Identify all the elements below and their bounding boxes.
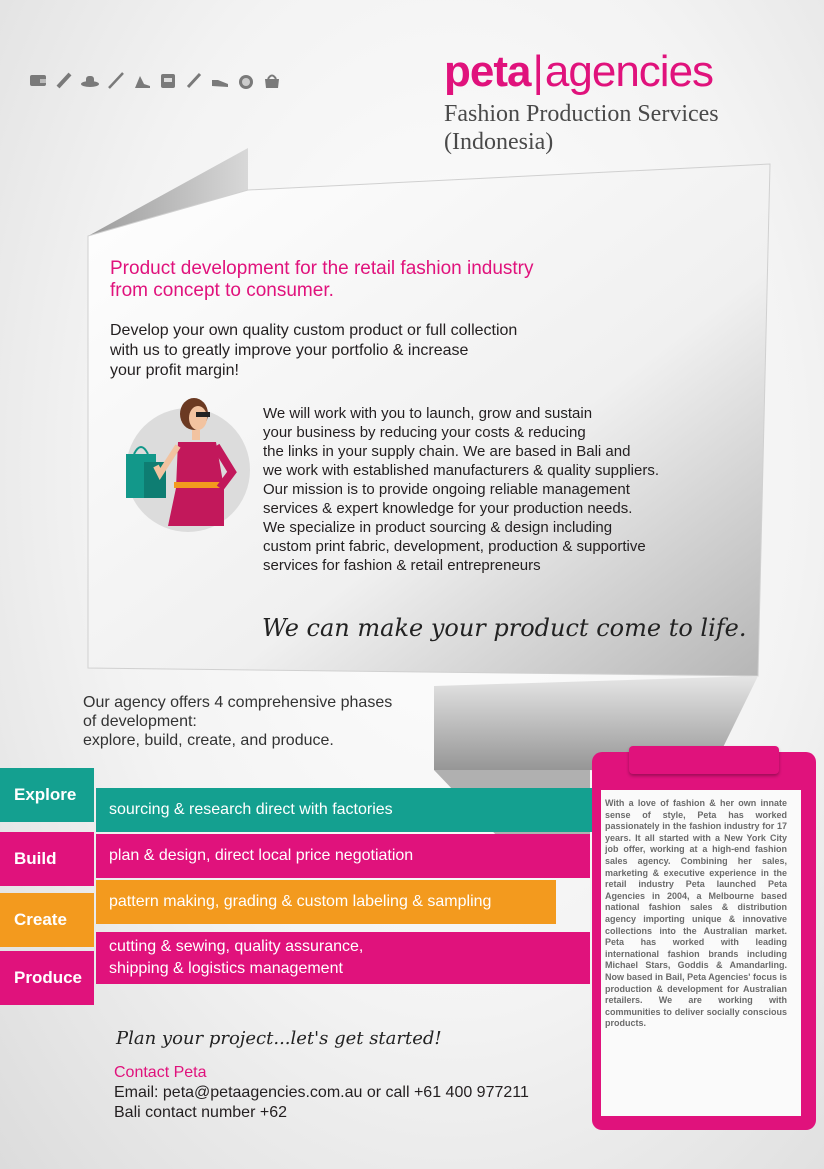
phases-intro-line-3: explore, build, create, and produce. [83, 732, 334, 749]
phase-band-produce [96, 932, 590, 984]
phase-desc: sourcing & research direct with factories [109, 801, 393, 818]
shoe-icon [210, 70, 230, 90]
phase-desc: plan & design, direct local price negotiation [109, 847, 414, 864]
headline [110, 258, 610, 302]
body-line: the links in your supply chain. We are based in Bali and [263, 443, 631, 460]
phases-intro-line-2: of development: [83, 713, 197, 730]
phase-desc: shipping & logistics management [109, 960, 343, 977]
body-paragraph [263, 404, 723, 575]
headline-line-2: from concept to consumer. [110, 280, 334, 301]
intro-line-2: with us to greatly improve your portfolio & increase [110, 342, 469, 359]
phases-intro-line-1: Our agency offers 4 comprehensive phases [83, 694, 393, 711]
contact-email-line[interactable]: Email: peta@petaagencies.com.au or call +61 400 977211 [114, 1084, 529, 1101]
wallet-icon [28, 70, 48, 90]
subtitle-line-2: (Indonesia) [444, 129, 554, 155]
bio-phone-card [592, 752, 816, 1130]
cta-script: Plan your project...let's get started! [116, 1028, 442, 1049]
pen-icon [106, 70, 126, 90]
phase-tab-produce: Produce [0, 951, 94, 1005]
brand-separator: | [532, 47, 543, 96]
ring-icon [236, 70, 256, 90]
brush-icon [54, 70, 74, 90]
lipstick-icon [184, 70, 204, 90]
intro-line-1: Develop your own quality custom product or full collection [110, 322, 518, 339]
phase-tab-explore: Explore [0, 768, 94, 822]
body-line: custom print fabric, development, production & supportive [263, 538, 646, 555]
contact-bali-line: Bali contact number +62 [114, 1104, 287, 1121]
phase-tab-build: Build [0, 832, 94, 886]
brand-subtitle [444, 100, 774, 156]
body-line: Our mission is to provide ongoing reliable management [263, 481, 630, 498]
phone-screen [601, 790, 801, 1116]
subtitle-line-1: Fashion Production Services [444, 101, 719, 127]
brand-name-light: agencies [544, 47, 714, 96]
body-line: We will work with you to launch, grow and sustain [263, 405, 593, 422]
phases-intro [83, 693, 443, 750]
intro-text [110, 321, 590, 381]
contact-block [114, 1063, 529, 1123]
phase-desc: pattern making, grading & custom labeling & sampling [109, 893, 492, 910]
handbag-icon [158, 70, 178, 90]
body-line: services for fashion & retail entrepreneurs [263, 557, 541, 574]
intro-line-3: your profit margin! [110, 362, 239, 379]
body-line: your business by reducing your costs & reducing [263, 424, 586, 441]
phase-band-build [96, 834, 590, 878]
body-line: We specialize in product sourcing & design including [263, 519, 613, 536]
fashion-icon-strip [28, 70, 282, 90]
phase-band-explore [96, 788, 606, 832]
tagline-script: We can make your product come to life. [262, 614, 747, 642]
phone-notch [629, 746, 779, 774]
hat-icon [80, 70, 100, 90]
bio-text: With a love of fashion & her own innate sense of style, Peta has worked passionately in the fashion industry for 17 years. It all started with a New York City job offer, working at a high-end fashion sales agency. Combining her sales, marketing & executive experience in the retail industry Peta launched Peta Agencies in 2004, a Melbourne based national fashion sales & distribution agency importing unique & innovative collections into the Australian market. Peta has worked with leading international fashion brands including Michael Stars, Goddis & Amandarling. Now based in Bail, Peta Agencies' focus is production & development for Australian retailers. We are working with communities to deliver socially conscious products. [605, 798, 787, 1029]
brand-name-bold: peta [444, 47, 531, 96]
phase-band-create [96, 880, 556, 924]
high-heel-icon [132, 70, 152, 90]
body-line: we work with established manufacturers & quality suppliers. [263, 462, 660, 479]
brand-logo [444, 47, 714, 96]
headline-line-1: Product development for the retail fashion industry [110, 258, 534, 279]
shopper-illustration [120, 392, 250, 532]
phase-desc: cutting & sewing, quality assurance, [109, 938, 364, 955]
body-line: services & expert knowledge for your production needs. [263, 500, 633, 517]
purse-icon [262, 70, 282, 90]
contact-title: Contact Peta [114, 1064, 207, 1081]
phase-tab-create: Create [0, 893, 94, 947]
